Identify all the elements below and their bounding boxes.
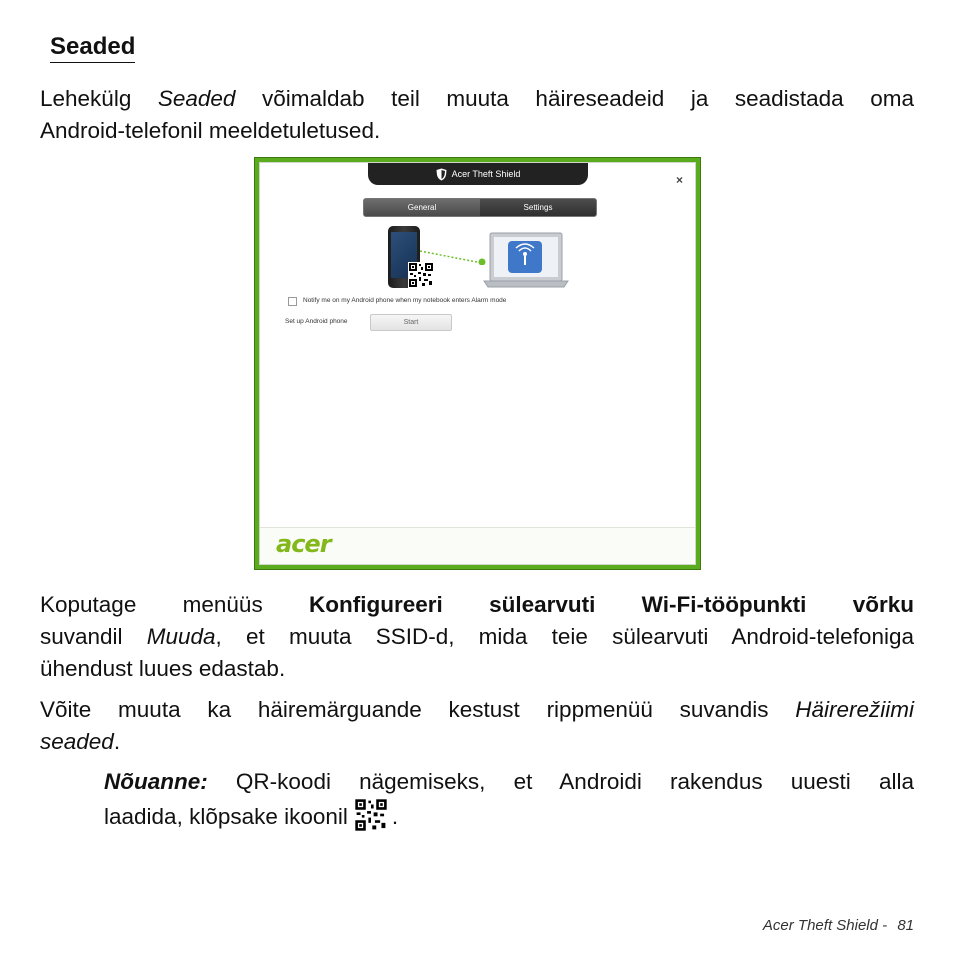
shield-icon (436, 168, 447, 181)
laptop-illustration (482, 231, 570, 291)
window-title-bar (368, 163, 588, 185)
app-footer (260, 527, 695, 564)
settings-term: Seaded (157, 86, 236, 111)
intro-line-2: Android-telefonil meeldetuletused. (40, 118, 381, 143)
acer-logo: acer (276, 530, 331, 558)
window-title: Acer Theft Shield (451, 169, 521, 179)
intro-paragraph (40, 83, 914, 147)
qr-code-icon (354, 798, 388, 832)
intro-line-1: Lehekülg Seaded võimaldab teil muuta häireseadeid ja seadistada oma (40, 86, 914, 111)
notify-label: Notify me on my Android phone when my notebook enters Alarm mode (303, 297, 507, 304)
alarm-paragraph (40, 694, 914, 758)
start-button[interactable]: Start (370, 314, 452, 331)
notify-checkbox[interactable] (288, 297, 297, 306)
page-footer (763, 917, 914, 934)
page-number: 81 (897, 917, 914, 934)
ssid-line-3: ühendust luues edastab. (40, 656, 286, 681)
settings-tabs (363, 198, 597, 217)
menu-term: Konfigureeri sülearvuti Wi-Fi-tööpunkti võrku (309, 592, 915, 617)
close-button[interactable]: × (675, 173, 683, 187)
change-term: Muuda (146, 624, 216, 649)
footer-section: Acer Theft Shield - (762, 917, 888, 934)
section-heading: Seaded (50, 32, 135, 63)
ssid-line-1: Koputage menüüs Konfigureeri sülearvuti Wi-Fi-tööpunkti võrku (40, 592, 915, 617)
alarm-line-2: seaded. (40, 729, 121, 754)
tip-label: Nõuanne: (104, 769, 208, 794)
tab-general[interactable]: General (364, 199, 480, 216)
connection-line (418, 249, 486, 265)
alarm-line-1: Võite muuta ka häiremärguande kestust rippmenüü suvandis Häirerežiimi (40, 697, 914, 722)
ssid-paragraph (40, 589, 914, 685)
app-window (259, 162, 696, 565)
ssid-line-2: suvandil Muuda, et muuta SSID-d, mida teie sülearvuti Android-telefoniga (40, 624, 914, 649)
tip-line-1: Nõuanne: QR-koodi nägemiseks, et Androidi rakendus uuesti alla (104, 769, 914, 794)
tip-line-2: laadida, klõpsake ikoonil . (104, 798, 914, 833)
app-screenshot (254, 157, 701, 570)
tab-settings[interactable]: Settings (480, 199, 596, 216)
qr-code-icon[interactable] (408, 262, 434, 288)
setup-label: Set up Android phone (285, 318, 348, 325)
alarm-term: Häirerežiimi (795, 697, 914, 722)
tip-paragraph (104, 766, 914, 833)
